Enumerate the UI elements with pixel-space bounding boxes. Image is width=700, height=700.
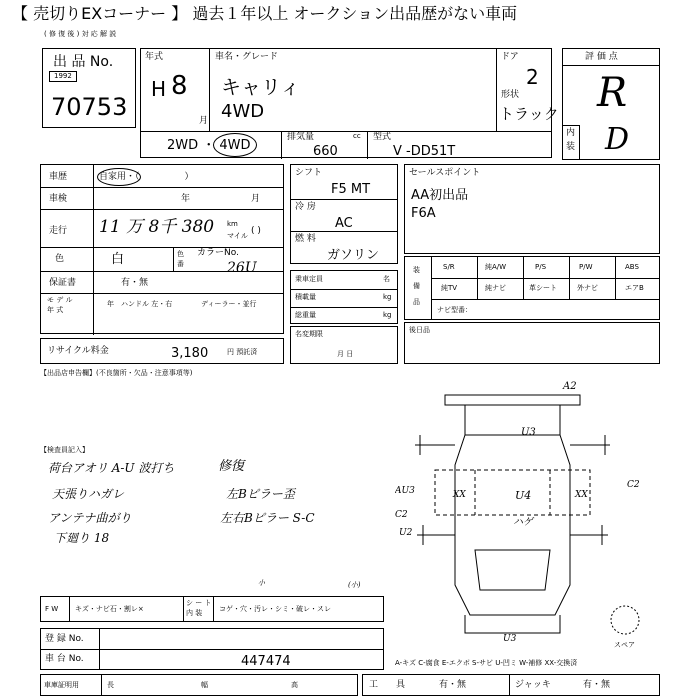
condition-items: コゲ・穴・汚レ・シミ・破レ・スレ <box>219 605 331 613</box>
year-value: 8 <box>171 71 188 101</box>
year-era: H <box>151 77 167 101</box>
tools-value: 有・無 <box>439 680 467 690</box>
registration-box <box>40 628 384 670</box>
condition-mark-1: 小 <box>258 579 265 587</box>
fuel-label: 燃 料 <box>295 234 316 244</box>
inspection-month-unit: 月 <box>251 194 261 204</box>
model-year-label-1: モ デ ル <box>47 296 73 304</box>
model-grade: 4WD <box>221 101 265 122</box>
ac-label: 冷 房 <box>295 202 316 212</box>
after-date-box <box>404 322 660 364</box>
shape-value: トラック <box>499 105 559 123</box>
equip-r1-3: P/W <box>579 263 593 271</box>
mileage-value: 11 万 8千 380 <box>99 217 215 237</box>
notes-header: 【出品店申告欄】(不良箇所・欠品・注意事項等) <box>40 369 193 377</box>
inspection-year-unit: 年 <box>181 194 191 204</box>
shift-box <box>290 164 398 264</box>
car-mark-c2-left: C2 <box>395 510 408 520</box>
sales-point-line2: F6A <box>411 206 436 221</box>
fuel-value: ガソリン <box>327 248 380 263</box>
garage-cert-row <box>40 674 358 696</box>
car-diagram <box>395 375 645 645</box>
capacity-label-1: 乗車定員 <box>295 275 323 283</box>
equip-r2-1: 純ナビ <box>485 284 506 292</box>
equip-r2-3: 外ナビ <box>577 284 598 292</box>
color-label: 色 <box>55 254 65 264</box>
equip-r1-4: ABS <box>625 263 639 271</box>
car-mark-u2: U2 <box>399 528 413 538</box>
mileage-label: 走行 <box>49 226 68 236</box>
recycle-label: リサイクル料金 <box>47 346 109 356</box>
equip-r2-0: 純TV <box>441 284 458 292</box>
displacement-label: 排気量 <box>287 132 315 142</box>
model-year-dealer: ディーラー・並行 <box>201 300 257 308</box>
main-info-box <box>140 48 559 159</box>
lot-number: 70753 <box>51 93 128 121</box>
history-label: 車歴 <box>49 172 68 182</box>
model-year-handle: ハンドル 左・右 <box>121 300 173 308</box>
lot-sub <box>49 71 77 82</box>
car-mark-xx-right: XX <box>575 490 588 500</box>
car-mark-xx-left: XX <box>453 490 466 500</box>
garage-cell-0: 長 <box>107 681 114 689</box>
condition-seat-2: 内 装 <box>186 609 203 617</box>
score-box <box>562 48 660 160</box>
capacity-box <box>290 270 398 324</box>
garage-cell-1: 幅 <box>201 681 208 689</box>
displacement-unit: cc <box>353 132 361 140</box>
car-mark-au3: AU3 <box>395 486 415 496</box>
header-title: 【 売切りEXコーナー 】 過去１年以上 オークション出品歴がない車両 <box>12 4 518 23</box>
lot-label: 出 品 No. <box>53 54 114 70</box>
condition-kizu: キズ・ナビ石・割レ× <box>75 605 144 613</box>
name-change-unit: 月 日 <box>337 350 354 358</box>
capacity-label-3: 総重量 <box>295 311 316 319</box>
inspector-header: 【検査員記入】 <box>40 446 89 454</box>
capacity-unit-1: 名 <box>383 275 390 283</box>
tools-label: 工 具 <box>369 680 406 690</box>
color-no-label-2: 番 <box>177 260 184 268</box>
sales-point-label: セールスポイント <box>409 168 481 178</box>
condition-row <box>40 596 384 622</box>
lot-sub-text: 1992 <box>54 72 72 80</box>
condition-seat-1: シ ー ト <box>186 599 212 607</box>
doors-value: 2 <box>526 65 539 89</box>
equipment-side-label-1: 装 <box>413 266 420 274</box>
mileage-unit-mile: マイル <box>227 232 248 240</box>
sales-point-box <box>404 164 660 254</box>
year-label: 年式 <box>145 52 164 62</box>
equip-r1-2: P/S <box>535 263 547 271</box>
type-value: V ‐DD51T <box>393 144 456 159</box>
inspector-left-1: 天張りハガレ <box>52 487 125 501</box>
model-label: 車名・グレード <box>215 52 279 62</box>
vehicle-info-table <box>40 164 284 334</box>
recycle-unit: 円 預託済 <box>227 348 258 356</box>
equipment-box <box>404 256 660 320</box>
color-value: 白 <box>111 252 125 267</box>
history-text: 自家用・（ ） <box>99 172 194 182</box>
name-change-box <box>290 326 398 364</box>
recycle-value: 3,180 <box>171 346 209 361</box>
inspector-left-3: 下廻り 18 <box>54 531 110 545</box>
model-name: キャリィ <box>221 75 301 99</box>
color-no-label-1: 色 <box>177 250 184 258</box>
damage-legend: A-キズ C-腐食 E-エクボ S-サビ U-凹ミ W-補修 XX-交換済 <box>395 659 578 667</box>
drive-text-value: 2WD ・ 4WD <box>167 138 251 153</box>
mileage-note: ( ) <box>251 226 261 236</box>
header-cut-text: ( 修 復 後 ) 対 応 解 説 <box>44 30 117 38</box>
displacement-value: 660 <box>313 144 338 159</box>
car-mark-u3-bottom: U3 <box>503 634 517 644</box>
car-mark-u3-top: U3 <box>521 427 536 438</box>
car-mark-u4: U4 <box>515 489 532 502</box>
equipment-nav-label: ナビ型番： <box>437 306 472 314</box>
doors-label: ドア <box>501 52 519 62</box>
interior-label-2: 装 <box>566 142 576 152</box>
inspector-left-0: 荷台アオリ A-U 波打ち <box>48 461 175 475</box>
shift-label: シフト <box>295 168 323 178</box>
score-label: 評 価 点 <box>585 52 618 62</box>
garage-cell-2: 高 <box>291 681 298 689</box>
color-no-label: カラーNo. <box>197 248 239 258</box>
color-no-value: 26U <box>227 260 257 276</box>
inspector-right-0: 修復 <box>218 459 245 474</box>
after-date-label: 後日品 <box>409 326 430 334</box>
warranty-value: 有・無 <box>121 278 149 288</box>
warranty-label: 保証書 <box>49 278 77 288</box>
year-month-suffix: 月 <box>199 116 209 126</box>
inspector-left-2: アンテナ曲がり <box>48 511 132 525</box>
inspector-right-1: 左Bピラー歪 <box>226 487 295 501</box>
shift-value: F5 MT <box>331 182 371 197</box>
tools-row <box>362 674 660 696</box>
condition-mark-2: (小) <box>348 581 361 589</box>
ac-value: AC <box>335 216 353 231</box>
drive-selected-circle <box>213 133 257 157</box>
sales-point-line1: AA初出品 <box>411 188 469 203</box>
equip-r1-0: S/R <box>443 263 455 271</box>
jack-value: 有・無 <box>583 680 611 690</box>
recycle-box <box>40 338 284 364</box>
name-change-label: 名変期限 <box>295 330 323 338</box>
car-mark-hage: ハゲ <box>513 517 533 528</box>
equip-r2-2: 革シート <box>529 284 557 292</box>
interior-label-1: 内 <box>566 128 576 138</box>
equipment-side-label-3: 品 <box>413 298 420 306</box>
car-mark-c2-right: C2 <box>627 480 640 490</box>
registration-chassis: 447474 <box>241 654 291 669</box>
registration-label-2: 車 台 No. <box>45 654 84 664</box>
inspection-label: 車検 <box>49 194 68 204</box>
score-value: R <box>597 70 628 116</box>
capacity-label-2: 積載量 <box>295 293 316 301</box>
history-selected-circle <box>97 168 141 186</box>
equipment-side-label-2: 備 <box>413 282 420 290</box>
interior-value: D <box>605 122 630 157</box>
jack-label: ジャッキ <box>515 680 551 690</box>
mileage-unit-km: km <box>227 220 238 228</box>
inspector-right-2: 左右Bピラー S-C <box>220 511 315 525</box>
capacity-unit-3: kg <box>383 311 392 319</box>
equip-r1-1: 純A/W <box>485 263 507 271</box>
car-mark-a2: A2 <box>563 381 577 392</box>
shape-label: 形状 <box>501 90 520 100</box>
model-year-year: 年 <box>107 300 114 308</box>
type-label: 型式 <box>373 132 392 142</box>
condition-fw: F W <box>45 605 59 613</box>
capacity-unit-2: kg <box>383 293 392 301</box>
lot-box <box>42 48 136 128</box>
garage-cert-label: 車庫証明用 <box>44 681 79 689</box>
header-bar <box>0 0 700 28</box>
spare-label: スペア <box>614 641 635 649</box>
model-year-label-2: 年 式 <box>47 306 64 314</box>
registration-label-1: 登 録 No. <box>45 634 84 644</box>
equip-r2-4: エアB <box>625 284 644 292</box>
